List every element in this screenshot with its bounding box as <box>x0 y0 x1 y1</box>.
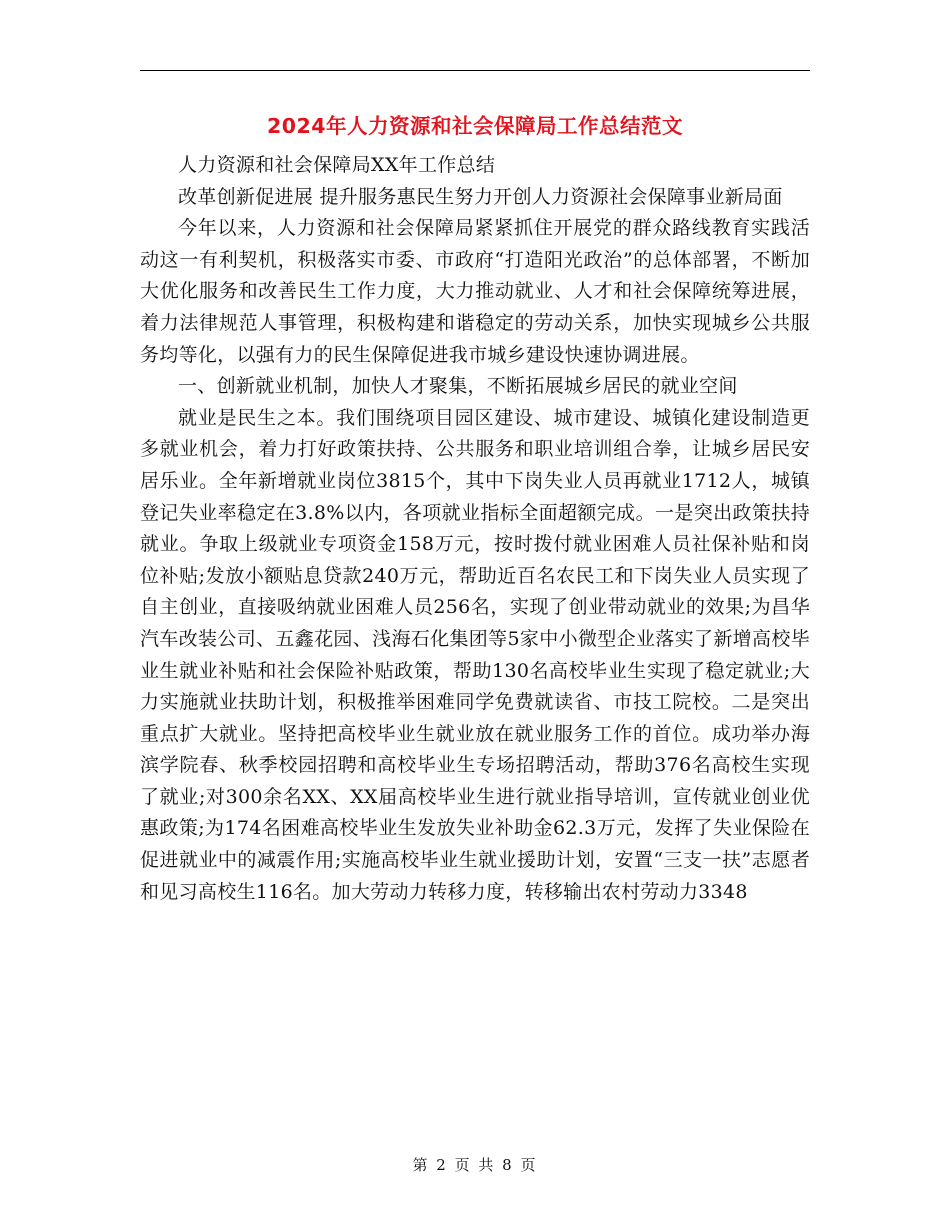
page-number: 第 2 页 共 8 页 <box>412 1156 538 1174</box>
body-paragraph: 就业是民生之本。我们围绕项目园区建设、城市建设、城镇化建设制造更多就业机会，着力打好政策扶持、公共服务和职业培训组合拳，让城乡居民安居乐业。全年新增就业岗位3815个，其中下岗失业人员再就业1712人，城镇登记失业率稳定在3.8%以内，各项就业指标全面超额完成。一是突出政策扶持就业。争取上级就业专项资金158万元，按时拨付就业困难人员社保补贴和岗位补贴;发放小额贴息贷款240万元，帮助近百名农民工和下岗失业人员实现了自主创业，直接吸纳就业困难人员256名，实现了创业带动就业的效果;为昌华汽车改装公司、五鑫花园、浅海石化集团等5家中小微型企业落实了新增高校毕业生就业补贴和社会保险补贴政策，帮助130名高校毕业生实现了稳定就业;大力实施就业扶助计划，积极推举困难同学免费就读省、市技工院校。二是突出重点扩大就业。坚持把高校毕业生就业放在就业服务工作的首位。成功举办海滨学院春、秋季校园招聘和高校毕业生专场招聘活动，帮助376名高校生实现了就业;对300余名XX、XX届高校毕业生进行就业指导培训，宣传就业创业优惠政策;为174名困难高校毕业生发放失业补助金62.3万元，发挥了失业保险在促进就业中的减震作用;实施高校毕业生就业援助计划，安置“三支一扶”志愿者和见习高校生116名。加大劳动力转移力度，转移输出农村劳动力3348 <box>140 406 810 903</box>
body-paragraph: 今年以来，人力资源和社会保障局紧紧抓住开展党的群众路线教育实践活动这一有利契机，积极落实市委、市政府“打造阳光政治”的总体部署，不断加大优化服务和改善民生工作力度，大力推动就业、人才和社会保障统筹进展，着力法律规范人事管理，积极构建和谐稳定的劳动关系，加快实现城乡公共服务均等化，以强有力的民生保障促进我市城乡建设快速协调进展。 <box>140 217 810 366</box>
body-paragraph: 人力资源和社会保障局XX年工作总结 <box>178 154 496 176</box>
document-body <box>140 150 810 908</box>
header-rule <box>140 70 810 71</box>
body-paragraph: 改革创新促进展 提升服务惠民生努力开创人力资源社会保障事业新局面 <box>178 185 783 208</box>
document-title: 2024年人力资源和社会保障局工作总结范文 <box>266 114 684 138</box>
section-heading: 一、创新就业机制，加快人才聚集，不断拓展城乡居民的就业空间 <box>178 375 738 398</box>
